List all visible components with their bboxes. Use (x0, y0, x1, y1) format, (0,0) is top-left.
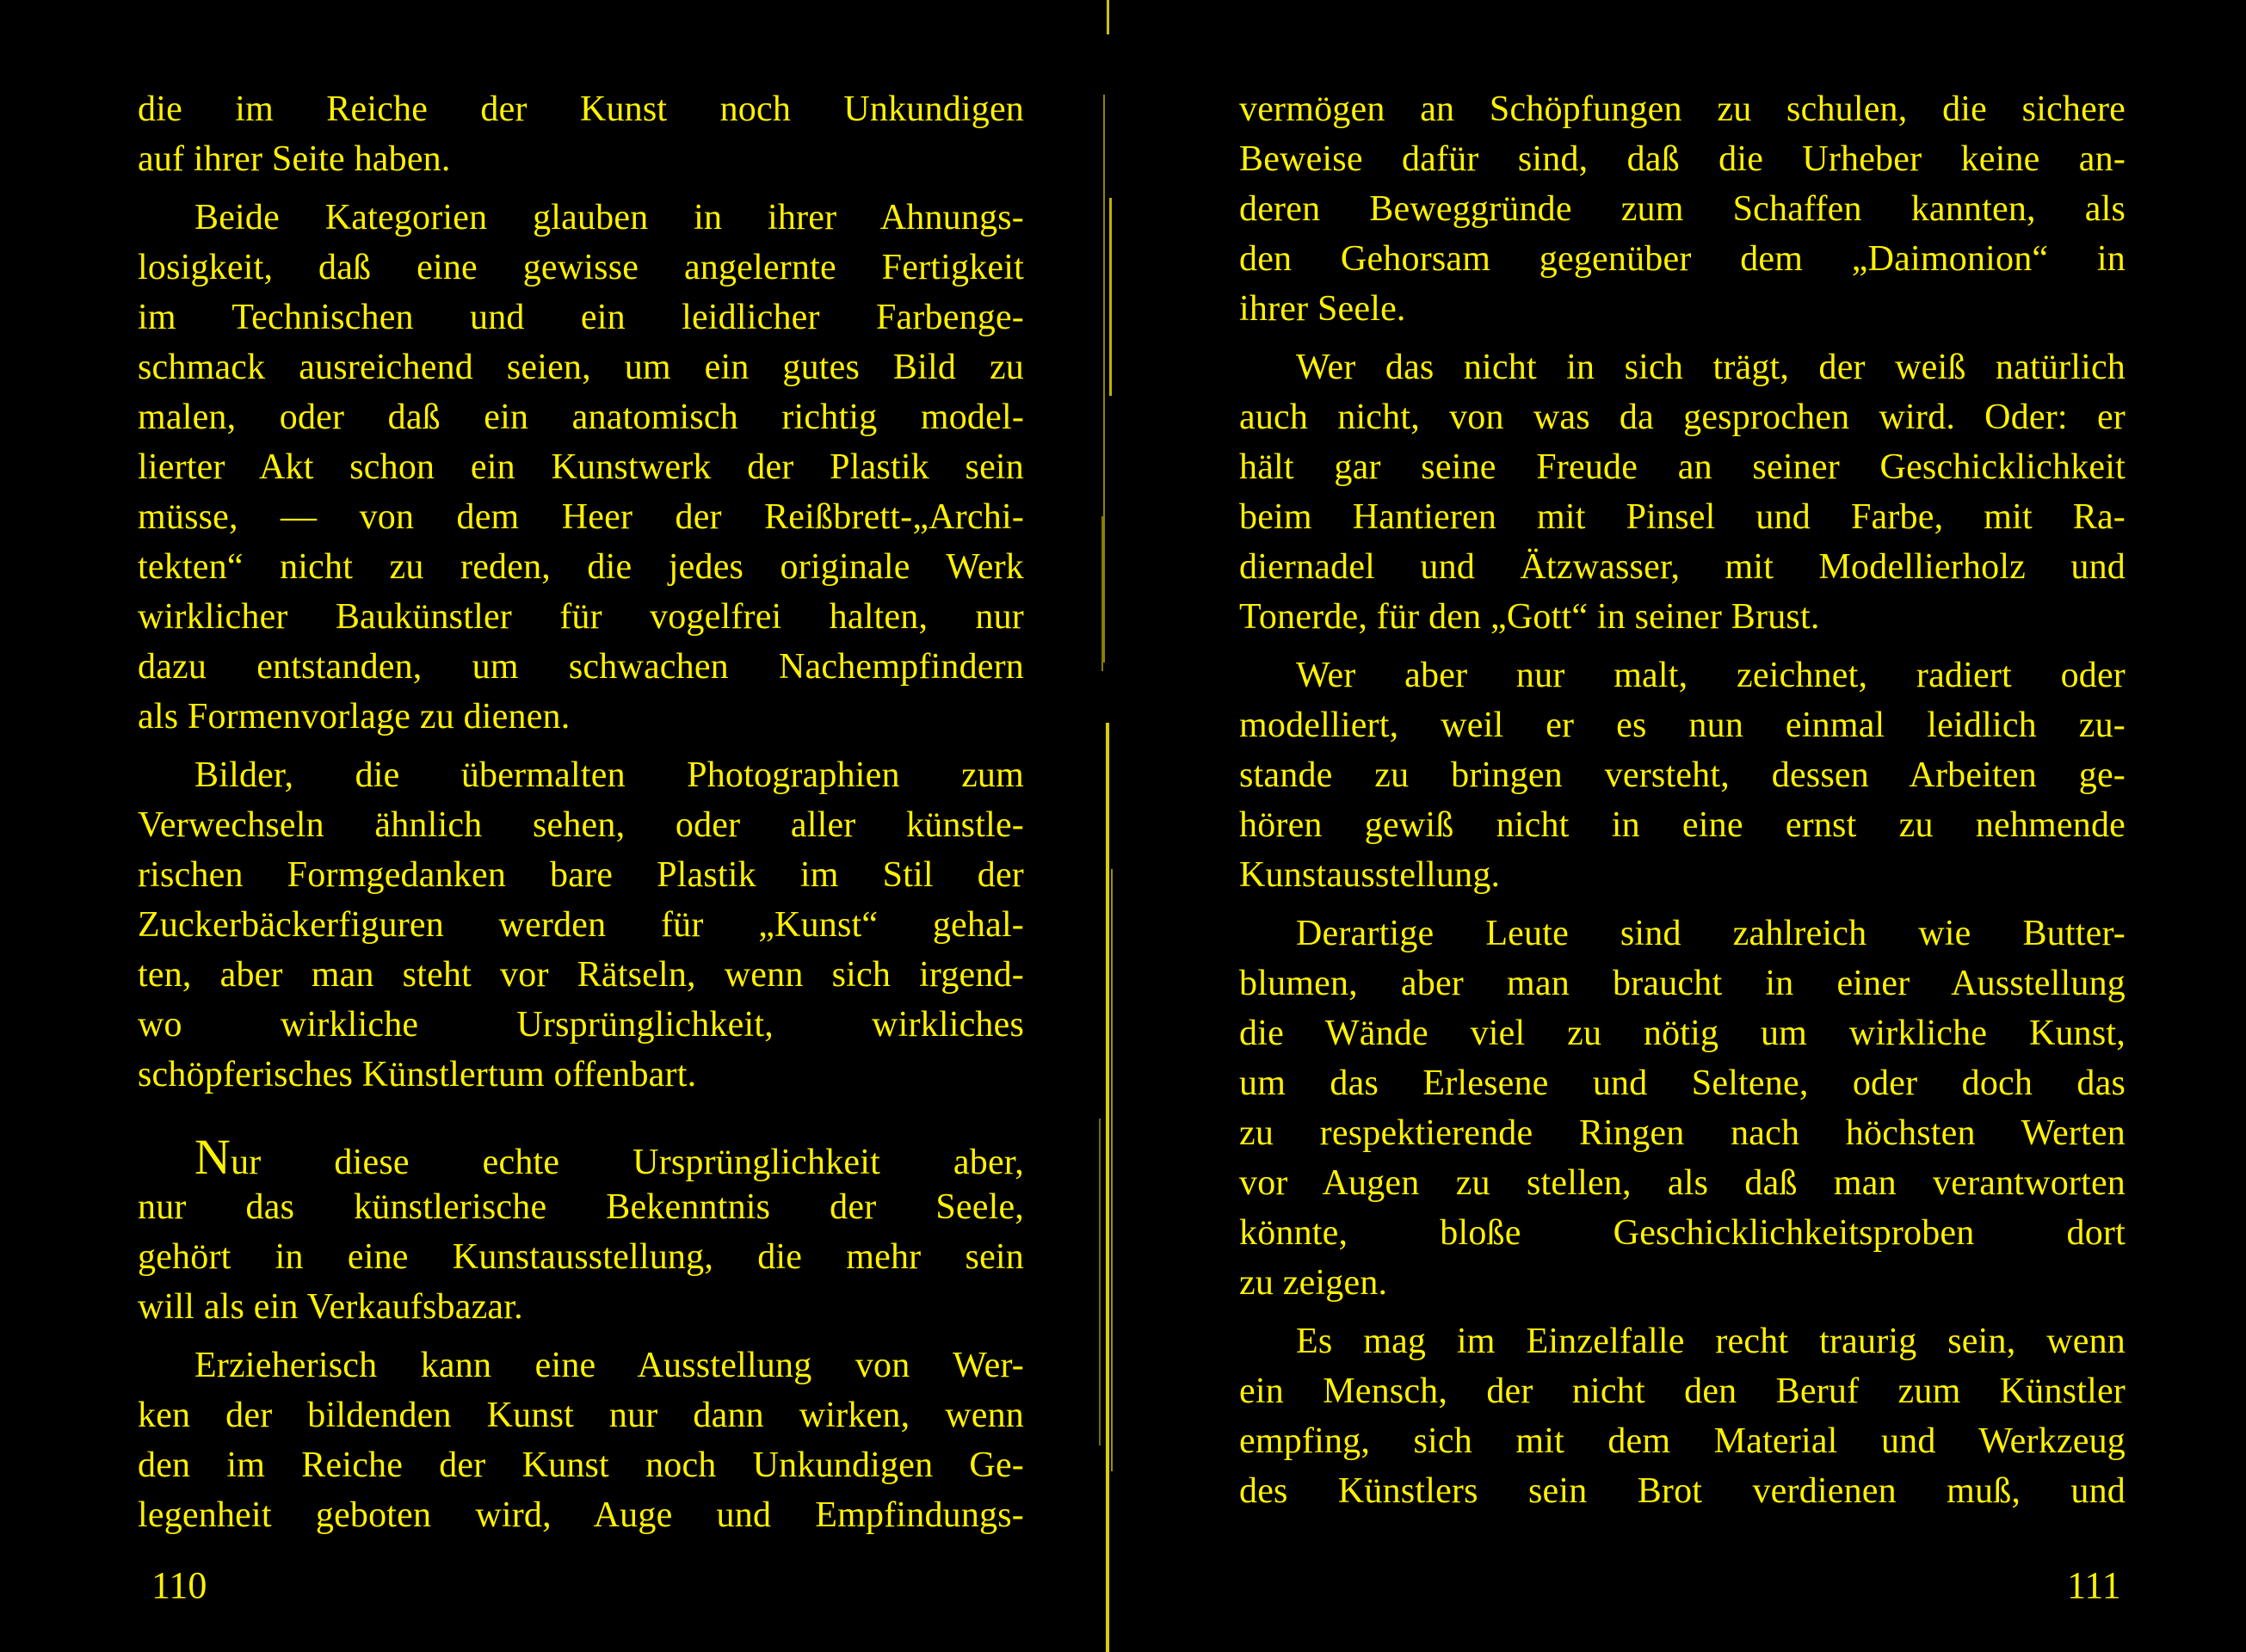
text-line: lierter Akt schon ein Kunstwerk der Plastik sein (138, 447, 1024, 487)
text-line: Beide Kategorien glauben in ihrer Ahnungs- (194, 198, 1024, 237)
text-line: Erzieherisch kann eine Ausstellung von Wer- (194, 1346, 1024, 1385)
text-line: rischen Formgedanken bare Plastik im Stil der (138, 855, 1024, 895)
text-line: Es mag im Einzelfalle recht traurig sein, wenn (1296, 1322, 2126, 1361)
left-page (138, 84, 1024, 1535)
text-line: empfing, sich mit dem Material und Werkzeug (1239, 1421, 2126, 1461)
text-line: schöpferisches Künstlertum offenbart. (138, 1055, 697, 1094)
text-line: wo wirkliche Ursprünglichkeit, wirkliches (138, 1005, 1024, 1045)
text-line-rest: ur diese echte Ursprünglichkeit aber, (231, 1143, 1024, 1182)
text-line: will als ein Verkaufsbazar. (138, 1287, 523, 1327)
gutter-streak (1103, 95, 1105, 663)
text-line: auf ihrer Seite haben. (138, 139, 451, 179)
text-line: hält gar seine Freude an seiner Geschicklichkeit (1239, 447, 2126, 487)
text-line: malen, oder daß ein anatomisch richtig model- (138, 398, 1024, 437)
gutter-streak (1111, 869, 1113, 1471)
text-line: den im Reiche der Kunst noch Unkundigen Ge- (138, 1446, 1024, 1485)
text-line: losigkeit, daß eine gewisse angelernte Fertigkeit (138, 248, 1024, 287)
right-page (1239, 84, 2126, 1511)
text-line: Wer das nicht in sich trägt, der weiß natürlich (1296, 348, 2126, 387)
text-line: Kunstausstellung. (1239, 855, 1501, 895)
text-line: vor Augen zu stellen, als daß man verantworten (1239, 1163, 2126, 1203)
text-line: hören gewiß nicht in eine ernst zu nehmende (1239, 805, 2126, 845)
text-line-with-initial (138, 1129, 1024, 1185)
text-line: nur das künstlerische Bekenntnis der Seele, (138, 1187, 1024, 1227)
text-line: ihrer Seele. (1239, 289, 1406, 329)
text-line: gehört in eine Kunstausstellung, die mehr sein (138, 1237, 1024, 1277)
text-line: zu zeigen. (1239, 1263, 1388, 1303)
gutter-streak (1101, 516, 1103, 671)
text-line: die Wände viel zu nötig um wirkliche Kunst, (1239, 1014, 2126, 1053)
text-line: stande zu bringen versteht, dessen Arbeiten ge- (1239, 755, 2126, 795)
gutter-streak (1109, 198, 1112, 396)
text-line: Tonerde, für den „Gott“ in seiner Brust. (1239, 597, 1820, 637)
text-line: beim Hantieren mit Pinsel und Farbe, mit Ra- (1239, 497, 2126, 537)
text-line: Beweise dafür sind, daß die Urheber keine an- (1239, 139, 2126, 179)
text-line: wirklicher Baukünstler für vogelfrei halten, nur (138, 597, 1024, 637)
page-number-left: 110 (151, 1564, 207, 1606)
initial-letter: N (194, 1129, 231, 1185)
text-line: Wer aber nur malt, zeichnet, radiert oder (1296, 656, 2126, 695)
text-line: vermögen an Schöpfungen zu schulen, die sichere (1239, 89, 2126, 129)
gutter-streak (1106, 723, 1109, 1652)
book-gutter (1091, 0, 1122, 1652)
text-line: müsse, — von dem Heer der Reißbrett-„Archi- (138, 497, 1024, 537)
text-line: dazu entstanden, um schwachen Nachempfindern (138, 647, 1024, 687)
text-line: diernadel und Ätzwasser, mit Modellierholz und (1239, 547, 2126, 587)
text-line: Zuckerbäckerfiguren werden für „Kunst“ gehal- (138, 905, 1024, 945)
text-line: den Gehorsam gegenüber dem „Daimonion“ in (1239, 239, 2126, 279)
text-line: im Technischen und ein leidlicher Farbenge- (138, 298, 1024, 337)
text-line: ken der bildenden Kunst nur dann wirken, wenn (138, 1396, 1024, 1435)
gutter-streak (1107, 0, 1109, 34)
text-line: tekten“ nicht zu reden, die jedes originale Werk (138, 547, 1024, 587)
text-line: legenheit geboten wird, Auge und Empfindungs- (138, 1495, 1024, 1535)
text-line: ten, aber man steht vor Rätseln, wenn sich irgend- (138, 955, 1024, 995)
text-line: deren Beweggründe zum Schaffen kannten, als (1239, 189, 2126, 229)
text-line: als Formenvorlage zu dienen. (138, 697, 571, 737)
text-line: modelliert, weil er es nun einmal leidlich zu- (1239, 706, 2126, 745)
text-line: auch nicht, von was da gesprochen wird. Oder: er (1239, 398, 2126, 437)
text-line: Verwechseln ähnlich sehen, oder aller künstle- (138, 805, 1024, 845)
text-line: ein Mensch, der nicht den Beruf zum Künstler (1239, 1372, 2126, 1411)
gutter-streak (1099, 1119, 1101, 1446)
text-line: um das Erlesene und Seltene, oder doch das (1239, 1063, 2126, 1103)
text-line: Bilder, die übermalten Photographien zum (194, 755, 1024, 795)
page-number-right: 111 (2067, 1564, 2121, 1606)
text-line: schmack ausreichend seien, um ein gutes Bild zu (138, 348, 1024, 387)
text-line: blumen, aber man braucht in einer Ausstellung (1239, 964, 2126, 1003)
text-line: die im Reiche der Kunst noch Unkundigen (138, 89, 1024, 129)
text-line: zu respektierende Ringen nach höchsten Werten (1239, 1113, 2126, 1153)
text-line: Derartige Leute sind zahlreich wie Butter- (1296, 914, 2126, 953)
text-line: des Künstlers sein Brot verdienen muß, und (1239, 1471, 2126, 1511)
text-line: könnte, bloße Geschicklichkeitsproben dort (1239, 1213, 2126, 1253)
